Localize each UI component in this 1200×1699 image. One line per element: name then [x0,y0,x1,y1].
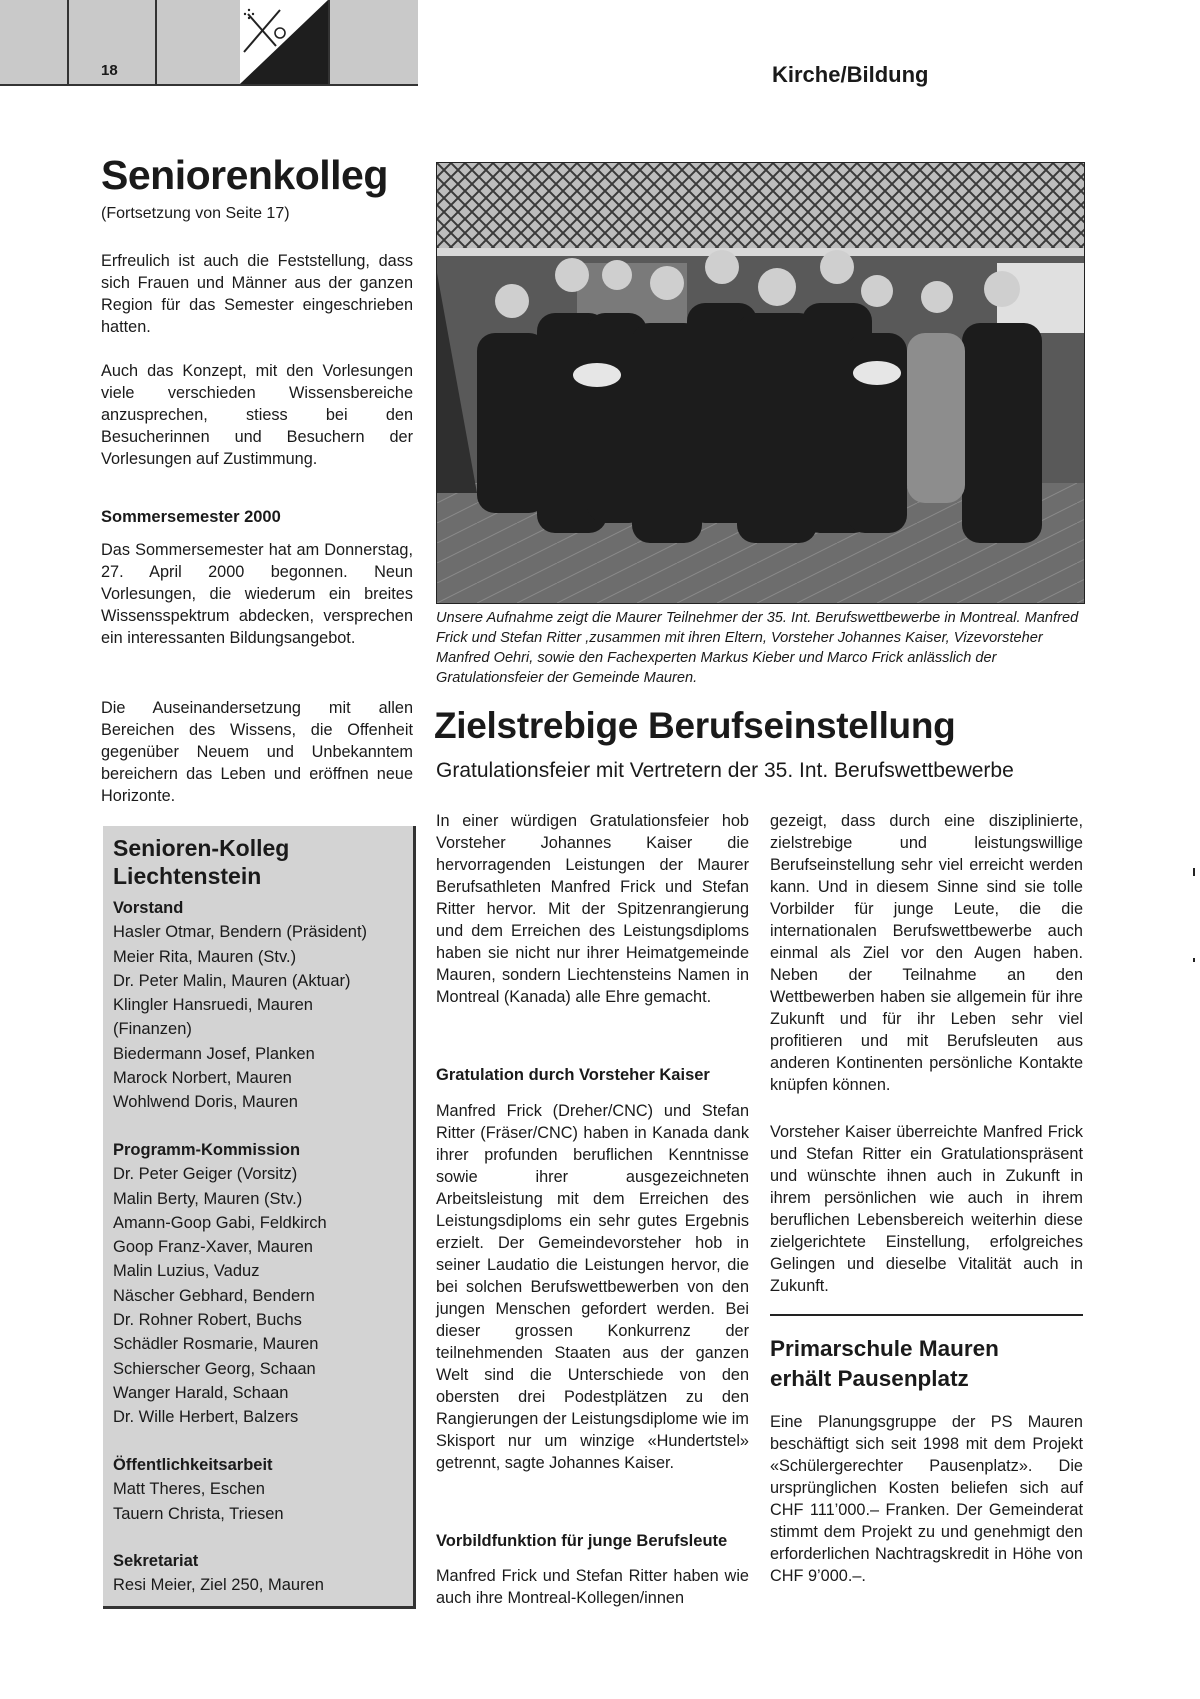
seniorenkolleg-paragraph-2: Auch das Konzept, mit den Vorlesungen viele verschieden Wissensbereiche anzusprechen, stiess bei den Besucherinnen und Besuchern der Vorlesungen auf Zustimmung. [101,362,413,468]
article-paragraph-4: gezeigt, dass durch eine disziplinierte, zielstrebige und leistungswillige Berufseinstellung sehr viel erreicht werden kann. Und in diesem Sinne sind sie tolle Vorbilder für junge Leute, die die internationalen Berufswettbewerbe auch einmal als Ziel vor den Augen haben. Neben der Teilnahme an den Wettbewerben haben sie allgemein für ihre Zukunft und für ihr Leben sehr viel profitieren und mit Berufsleuten aus anderen Kontinenten persönliche Kontakte knüpfen können. [770,812,1083,1094]
list-item: Biedermann Josef, Planken [113,1044,315,1063]
oeffentlichkeitsarbeit-list [113,1453,407,1526]
article-headline: Zielstrebige Berufseinstellung [434,705,956,746]
sekretariat-list [113,1549,407,1598]
article-paragraph-2: Manfred Frick (Dreher/CNC) und Stefan Ritter (Fräser/CNC) haben in Kanada dank ihrer profunden beruflichen Kenntnisse sowie ihrer ausgezeichneten Arbeitsleistung mit dem Erreichen des Leistungsdiploms ein sehr gutes Ergebnis erzielt. Der Gemeindevorsteher hob in seiner Laudatio die Leistungen hervor, die bei solchen Berufswettbewerben von den jungen Menschen gefordert werden. Bei dieser grossen Konkurrenz der teilnehmenden Staaten aus der ganzen Welt sind die Unterschiede von den obersten drei Podestplätzen zu den Rangierungen der Leistungsdiplome wie im Skisport nur um winzige «Hundertstel» getrennt, sagte Johannes Kaiser. [436,1102,749,1472]
list-item: Dr. Rohner Robert, Buchs [113,1311,302,1330]
primarschule-title [770,1334,999,1394]
list-item: Dr. Peter Malin, Mauren (Aktuar) [113,971,351,990]
list-heading: Sekretariat [113,1552,199,1570]
seniorenkolleg-paragraph-3: Das Sommersemester hat am Donnerstag, 27. April 2000 begonnen. Neun Vorlesungen, die wiederum ein breites Wissensspektrum abdecken, versprechen ein interessanten Bildungsangebot. [101,541,413,647]
primarschule-title-line-2: erhält Pausenplatz [770,1366,969,1391]
list-item: Tauern Christa, Triesen [113,1504,284,1523]
programm-kommission-list [113,1138,407,1430]
info-box-title [113,834,289,890]
primarschule-paragraph: Eine Planungsgruppe der PS Mauren beschäftigt sich seit 1998 mit dem Projekt «Schülergerechter Pausenplatz». Die ursprünglichen Kosten beliefen sich auf CHF 111’000.– Franken. Der Gemeinderat stimmt dem Projekt zu und genehmigt den erforderlichen Nachtragskredit in Höhe von CHF 9’000.–. [770,1413,1083,1585]
seniorenkolleg-title: Seniorenkolleg [101,152,388,198]
list-heading: Öffentlichkeitsarbeit [113,1456,273,1474]
senioren-kolleg-info-box [103,826,416,1609]
list-item: Schädler Rosmarie, Mauren [113,1335,319,1354]
list-item: Marock Norbert, Mauren [113,1069,292,1088]
list-heading: Vorstand [113,899,184,917]
list-item: Dr. Wille Herbert, Balzers [113,1408,299,1427]
list-item: Hasler Otmar, Bendern (Präsident) [113,923,368,942]
header-divider [155,0,157,84]
list-item: Klingler Hansruedi, Mauren [113,996,313,1015]
sommersemester-subheading: Sommersemester 2000 [101,508,281,526]
scan-mark [1193,958,1195,962]
list-item: (Finanzen) [113,1020,192,1039]
header-divider [328,0,330,84]
group-photo [436,162,1085,604]
vorbildfunktion-subheading: Vorbildfunktion für junge Berufsleute [436,1532,728,1550]
info-box-title-line-2: Liechtenstein [113,863,262,889]
gratulation-subheading: Gratulation durch Vorsteher Kaiser [436,1066,710,1084]
list-item: Resi Meier, Ziel 250, Mauren [113,1576,324,1595]
list-heading: Programm-Kommission [113,1141,301,1159]
coat-of-arms-icon [240,0,328,84]
seniorenkolleg-paragraph-4: Die Auseinandersetzung mit allen Bereichen des Wissens, die Offenheit gegenüber Neuem und Unbekanntem bereichern das Leben und eröffnen neue Horizonte. [101,699,413,805]
list-item: Schierscher Georg, Schaan [113,1359,316,1378]
article-paragraph-1: In einer würdigen Gratulationsfeier hob Vorsteher Johannes Kaiser die hervorragenden Leistungen der Maurer Berufsathleten Manfred Frick und Stefan Ritter hervor. Mit der Spitzenrangierung und dem Erreichen des Leistungsdiploms haben sie nicht nur ihrer Heimatgemeinde Mauren, sondern Liechtensteins Namen in Montreal (Kanada) alle Ehre gemacht. [436,812,749,1006]
page-number: 18 [101,62,118,79]
article-paragraph-5: Vorsteher Kaiser überreichte Manfred Frick und Stefan Ritter ein Gratulationspräsent und wünschte ihnen auch in Zukunft in ihrem persönlichen wie auch in ihrem beruflichen Lebensbereich weiterhin diese zielgerichtete Einstellung, erfolgreiches Gelingen und dieselbe Vitalität auch in Zukunft. [770,1123,1083,1295]
list-item: Wohlwend Doris, Mauren [113,1093,298,1112]
info-box-title-line-1: Senioren-Kolleg [113,835,290,861]
article-paragraph-3: Manfred Frick und Stefan Ritter haben wie auch ihre Montreal-Kollegen/innen [436,1567,749,1607]
list-item: Näscher Gebhard, Bendern [113,1286,315,1305]
group-photo-image [437,163,1084,603]
continuation-note: (Fortsetzung von Seite 17) [101,205,290,222]
header-strip [0,0,418,86]
list-item: Dr. Peter Geiger (Vorsitz) [113,1165,298,1184]
list-item: Goop Franz-Xaver, Mauren [113,1238,313,1257]
list-item: Malin Berty, Mauren (Stv.) [113,1189,303,1208]
list-item: Meier Rita, Mauren (Stv.) [113,947,297,966]
article-subtitle: Gratulationsfeier mit Vertretern der 35. Int. Berufswettbewerbe [436,759,1014,782]
section-title: Kirche/Bildung [772,62,929,87]
seniorenkolleg-paragraph-1: Erfreulich ist auch die Feststellung, dass sich Frauen und Männer aus der ganzen Region für das Semester eingeschrieben hatten. [101,252,413,336]
list-item: Amann-Goop Gabi, Feldkirch [113,1213,327,1232]
header-divider [67,0,69,84]
section-divider [770,1314,1083,1316]
list-item: Wanger Harald, Schaan [113,1383,289,1402]
list-item: Matt Theres, Eschen [113,1480,265,1499]
photo-caption: Unsere Aufnahme zeigt die Maurer Teilnehmer der 35. Int. Berufswettbewerbe in Montreal. Manfred Frick und Stefan Ritter ,zusammen mit ihren Eltern, Vorsteher Johannes Kaiser, Vizevorsteher Manfred Oehri, sowie den Fachexperten Markus Kieber und Marco Frick anlässlich der Gratulationsfeier der Gemeinde Mauren. [436,610,1079,686]
scan-mark [1193,868,1195,876]
list-item: Malin Luzius, Vaduz [113,1262,260,1281]
primarschule-title-line-1: Primarschule Mauren [770,1336,999,1361]
vorstand-list [113,896,407,1115]
